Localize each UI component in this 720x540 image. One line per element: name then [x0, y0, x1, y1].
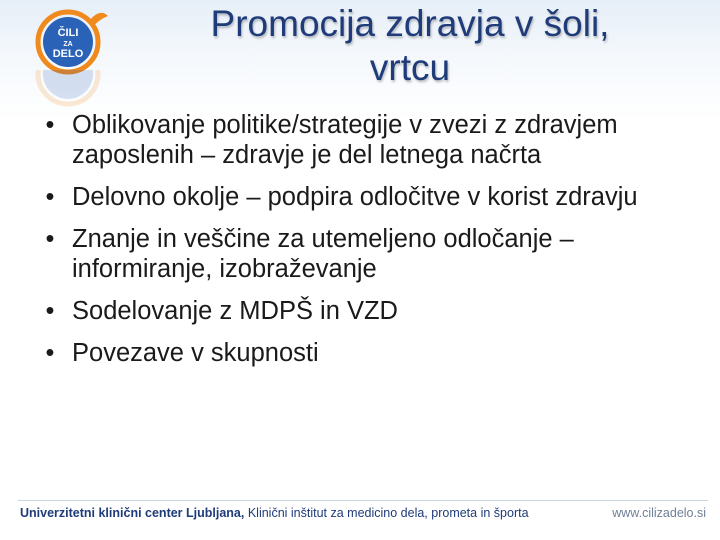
bullet-item	[38, 182, 698, 212]
slide-title-line1: Promocija zdravja v šoli,	[210, 3, 610, 44]
footer-institution-name: Univerzitetni klinični center Ljubljana,	[20, 506, 245, 520]
bullet-item	[38, 338, 698, 368]
bullet-marker: •	[45, 183, 55, 211]
bullet-marker: •	[45, 297, 55, 325]
bullet-item	[38, 296, 698, 326]
bullet-text: Znanje in veščine za utemeljeno odločanje – informiranje, izobraževanje	[72, 225, 574, 283]
slide-title-line2: vrtcu	[369, 47, 451, 88]
logo-reflection	[28, 70, 112, 110]
footer-website: www.cilizadelo.si	[612, 506, 706, 520]
logo-text-line1: ČILI	[57, 27, 79, 39]
bullet-marker: •	[45, 339, 55, 367]
slide-title	[120, 2, 700, 90]
bullet-marker: •	[45, 225, 55, 253]
bullet-item	[38, 224, 698, 284]
bullet-text: Povezave v skupnosti	[72, 339, 319, 367]
bullet-text: Sodelovanje z MDPŠ in VZD	[72, 297, 398, 325]
footer-divider	[18, 500, 708, 501]
bullet-item	[38, 110, 698, 170]
logo-reflection-graphic	[28, 70, 112, 110]
bullet-marker: •	[45, 111, 55, 139]
bullet-text: Oblikovanje politike/strategije v zvezi z zdravjem zaposlenih – zdravje je del letnega načrta	[72, 111, 618, 169]
logo-text-line3: DELO	[52, 48, 84, 60]
footer-institution	[20, 506, 529, 520]
footer-institution-department: Klinični inštitut za medicino dela, prometa in športa	[244, 506, 529, 520]
logo-text-line2: ZA	[63, 41, 73, 48]
logo-graphic	[28, 6, 112, 76]
bullet-list	[38, 110, 698, 380]
bullet-text: Delovno okolje – podpira odločitve v korist zdravju	[72, 183, 638, 211]
cili-za-delo-logo	[28, 6, 112, 76]
